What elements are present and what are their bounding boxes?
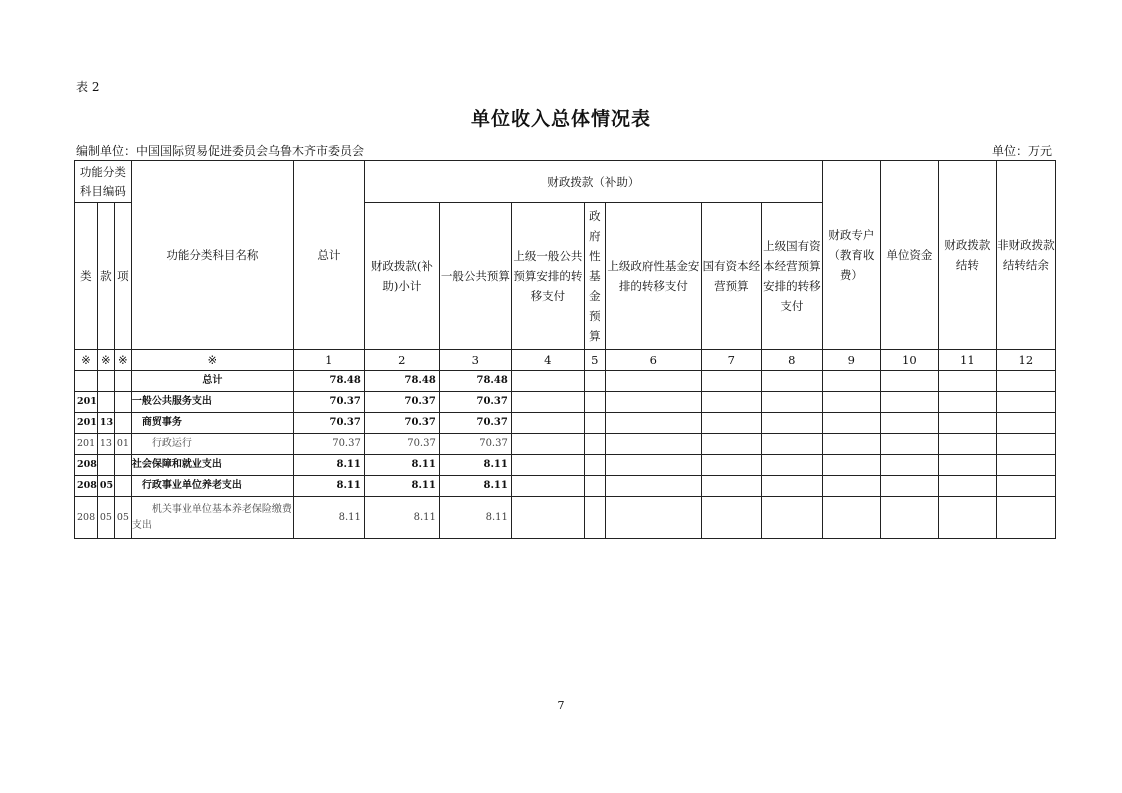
- cell-name: 总计: [131, 371, 293, 392]
- header-upper-general: 上级一般公共预算安排的转移支付: [511, 203, 584, 350]
- table-row: [75, 371, 1056, 392]
- page-title: 单位收入总体情况表: [470, 108, 651, 130]
- cell-xiang: [114, 392, 131, 413]
- cell-total: 70.37: [293, 392, 364, 413]
- cell-total: 8.11: [293, 497, 364, 539]
- cell-lei: 208: [75, 476, 98, 497]
- index-cell: 5: [584, 350, 605, 371]
- cell-kuan: 13: [97, 434, 114, 455]
- org-label: 编制单位：中国国际贸易促进委员会乌鲁木齐市委员会: [76, 144, 365, 158]
- income-table: [74, 160, 1056, 539]
- cell-general: 70.37: [439, 434, 511, 455]
- unit-label: 单位：万元: [991, 144, 1052, 158]
- cell-total: 70.37: [293, 413, 364, 434]
- index-cell: ※: [75, 350, 98, 371]
- index-cell: 9: [822, 350, 880, 371]
- index-cell: 11: [938, 350, 996, 371]
- cell-lei: 201: [75, 413, 98, 434]
- header-nonfiscal-carryover: 非财政拨款结转结余: [996, 161, 1055, 350]
- table-row: [75, 392, 1056, 413]
- cell-name: 行政事业单位养老支出: [131, 476, 293, 497]
- cell-name: 一般公共服务支出: [131, 392, 293, 413]
- cell-lei: 201: [75, 392, 98, 413]
- header-lei: 类: [75, 203, 98, 350]
- cell-general: 8.11: [439, 476, 511, 497]
- header-kuan: 款: [97, 203, 114, 350]
- cell-total: 8.11: [293, 455, 364, 476]
- table-row: [75, 413, 1056, 434]
- header-fiscal-carryover: 财政拨款结转: [938, 161, 996, 350]
- header-xiang: 项: [114, 203, 131, 350]
- table-row: [75, 476, 1056, 497]
- table-row: [75, 497, 1056, 539]
- header-gov-fund: 政府性基金预算: [584, 203, 605, 350]
- cell-name: 商贸事务: [131, 413, 293, 434]
- cell-subtotal: 8.11: [364, 497, 439, 539]
- cell-subtotal: 8.11: [364, 476, 439, 497]
- cell-xiang: [114, 413, 131, 434]
- cell-general: 8.11: [439, 497, 511, 539]
- cell-xiang: [114, 371, 131, 392]
- cell-subtotal: 70.37: [364, 413, 439, 434]
- cell-general: 8.11: [439, 455, 511, 476]
- header-upper-state-capital: 上级国有资本经营预算安排的转移支付: [761, 203, 822, 350]
- cell-subtotal: 78.48: [364, 371, 439, 392]
- index-cell: 1: [293, 350, 364, 371]
- index-cell: 12: [996, 350, 1055, 371]
- header-unit-funds: 单位资金: [880, 161, 938, 350]
- index-cell: 4: [511, 350, 584, 371]
- cell-general: 70.37: [439, 413, 511, 434]
- cell-general: 78.48: [439, 371, 511, 392]
- header-fiscal-subtotal: 财政拨款(补助)小计: [364, 203, 439, 350]
- header-code-group: 功能分类科目编码: [75, 161, 132, 203]
- cell-subtotal: 8.11: [364, 455, 439, 476]
- page-number: 7: [557, 699, 565, 712]
- cell-kuan: 05: [97, 476, 114, 497]
- cell-name: 社会保障和就业支出: [131, 455, 293, 476]
- cell-name: 机关事业单位基本养老保险缴费支出: [131, 497, 293, 539]
- cell-name: 行政运行: [131, 434, 293, 455]
- cell-lei: 208: [75, 455, 98, 476]
- index-cell: ※: [114, 350, 131, 371]
- cell-lei: 201: [75, 434, 98, 455]
- header-fiscal-group: 财政拨款（补助）: [364, 161, 822, 203]
- index-cell: 7: [701, 350, 761, 371]
- header-state-capital: 国有资本经营预算: [701, 203, 761, 350]
- cell-total: 78.48: [293, 371, 364, 392]
- index-cell: 3: [439, 350, 511, 371]
- index-cell: 2: [364, 350, 439, 371]
- cell-kuan: [97, 392, 114, 413]
- index-row: [75, 350, 1056, 371]
- index-cell: 8: [761, 350, 822, 371]
- cell-total: 8.11: [293, 476, 364, 497]
- cell-kuan: [97, 455, 114, 476]
- index-cell: ※: [131, 350, 293, 371]
- cell-xiang: 01: [114, 434, 131, 455]
- header-fiscal-special: 财政专户（教育收费）: [822, 161, 880, 350]
- cell-subtotal: 70.37: [364, 434, 439, 455]
- cell-lei: 208: [75, 497, 98, 539]
- cell-kuan: 05: [97, 497, 114, 539]
- index-cell: 10: [880, 350, 938, 371]
- table-row: [75, 455, 1056, 476]
- header-total: 总计: [293, 161, 364, 350]
- cell-general: 70.37: [439, 392, 511, 413]
- cell-total: 70.37: [293, 434, 364, 455]
- cell-xiang: [114, 476, 131, 497]
- cell-xiang: [114, 455, 131, 476]
- cell-subtotal: 70.37: [364, 392, 439, 413]
- header-general-budget: 一般公共预算: [439, 203, 511, 350]
- table-tag: 表 2: [76, 80, 100, 94]
- cell-xiang: 05: [114, 497, 131, 539]
- header-upper-fund: 上级政府性基金安排的转移支付: [605, 203, 701, 350]
- cell-lei: [75, 371, 98, 392]
- header-name: 功能分类科目名称: [131, 161, 293, 350]
- index-cell: 6: [605, 350, 701, 371]
- cell-kuan: [97, 371, 114, 392]
- table-row: [75, 434, 1056, 455]
- cell-kuan: 13: [97, 413, 114, 434]
- index-cell: ※: [97, 350, 114, 371]
